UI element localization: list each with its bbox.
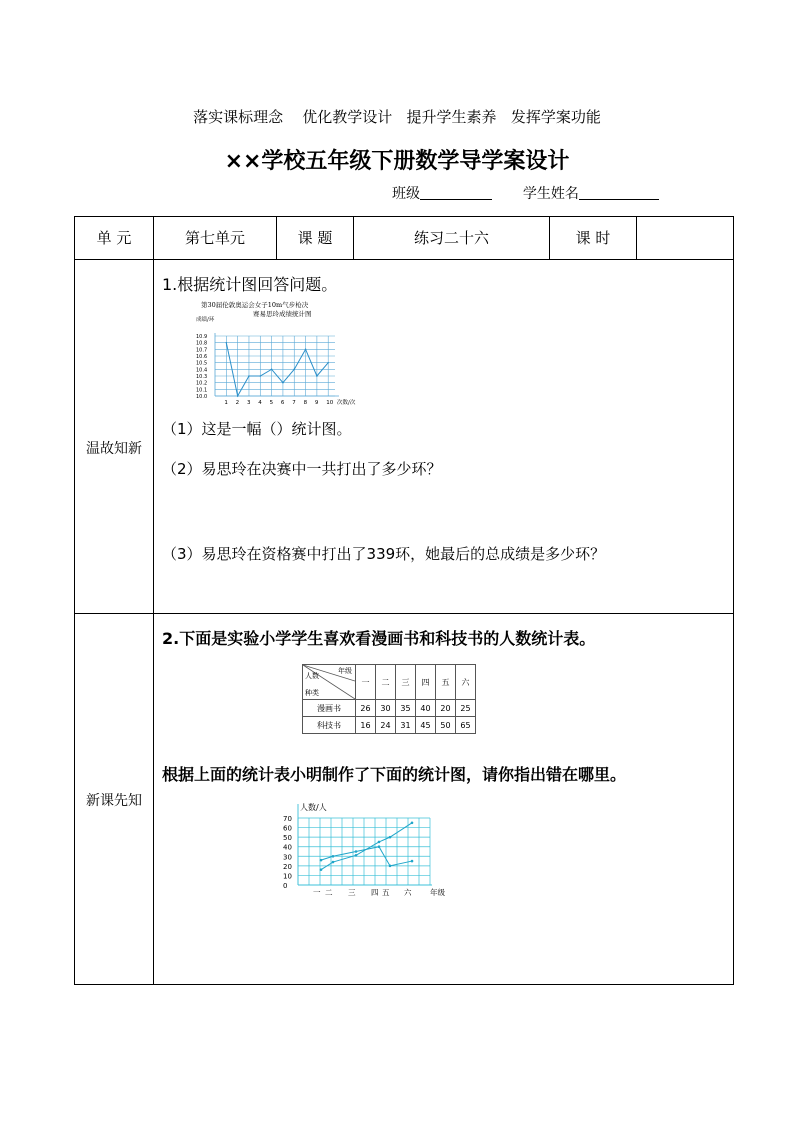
x-tick-label: 三 [348, 888, 356, 897]
x-tick-label: 5 [269, 400, 274, 406]
score-point [248, 375, 250, 377]
row-header: 科技书 [303, 717, 356, 734]
reading-line-chart [282, 800, 452, 900]
column-header: 一 [356, 665, 376, 700]
series-point [411, 860, 414, 863]
x-tick-label: 四 [371, 888, 379, 897]
score-point [259, 375, 261, 377]
score-point [305, 349, 307, 351]
chart-title: 第30届伦敦奥运会女子10m气步枪决 [201, 301, 309, 309]
series-line-2 [321, 823, 412, 870]
y-tick-label: 10.0 [196, 394, 208, 400]
question-1-part-3: （3）易思玲在资格赛中打出了339环，她最后的总成绩是多少环？ [162, 545, 606, 563]
period-label: 课 时 [575, 229, 611, 247]
score-point [271, 369, 273, 371]
column-header: 五 [436, 665, 456, 700]
y-tick-label: 50 [283, 834, 292, 843]
unit-label: 单 元 [96, 229, 132, 247]
table-cell: 35 [396, 700, 416, 717]
class-line [392, 183, 659, 203]
score-point [282, 382, 284, 384]
topic-label: 课 题 [297, 229, 333, 247]
y-tick-label: 0 [283, 882, 288, 890]
table-cell: 20 [436, 700, 456, 717]
table-cell: 31 [396, 717, 416, 734]
section2-label: 新课先知 [86, 793, 142, 809]
x-tick-label: 8 [303, 400, 308, 406]
x-tick-label: 7 [292, 400, 296, 406]
table-cell: 26 [356, 700, 376, 717]
x-axis-label: 次数/次 [337, 400, 356, 406]
series-point [320, 859, 323, 862]
y-tick-label: 30 [283, 853, 292, 862]
topic-value: 练习二十六 [413, 229, 489, 247]
table-cell: 65 [456, 717, 476, 734]
table-cell: 30 [376, 700, 396, 717]
y-tick-label: 20 [283, 862, 292, 871]
y-axis-label: 成绩/环 [196, 317, 215, 323]
corner-grade-label: 年级 [338, 667, 352, 675]
y-tick-label: 40 [283, 843, 292, 852]
question-1-part-2: （2）易思玲在决赛中一共打出了多少环？ [162, 460, 442, 478]
period-value [637, 217, 733, 259]
column-header: 六 [456, 665, 476, 700]
y-axis-label: 人数/人 [300, 803, 327, 812]
x-tick-label: 1 [224, 400, 228, 406]
table-cell: 16 [356, 717, 376, 734]
section1-label: 温故知新 [86, 441, 142, 457]
corner-count-label: 人数 [305, 672, 319, 680]
column-header: 四 [416, 665, 436, 700]
question-1-part-1: （1）这是一幅（）统计图。 [162, 420, 352, 438]
unit-value: 第七单元 [184, 229, 245, 247]
table-corner-cell [303, 665, 356, 700]
table-cell: 45 [416, 717, 436, 734]
table-cell: 24 [376, 717, 396, 734]
y-tick-label: 10.5 [196, 360, 208, 367]
table-cell: 25 [456, 700, 476, 717]
series-point [389, 836, 392, 839]
row-header: 漫画书 [303, 700, 356, 717]
chart-prompt: 根据上面的统计表小明制作了下面的统计图，请你指出错在哪里。 [162, 765, 627, 784]
y-tick-label: 10.3 [196, 374, 208, 380]
series-point [411, 821, 414, 824]
student-name-blank [579, 185, 659, 200]
x-tick-label: 五 [382, 888, 390, 897]
y-tick-label: 10.2 [196, 380, 208, 387]
score-line-chart [195, 298, 365, 408]
score-point [226, 342, 228, 344]
x-tick-label: 一 [313, 888, 321, 897]
motto: 落实课标理念 优化教学设计 提升学生素养 发挥学案功能 [193, 108, 601, 126]
y-tick-label: 10.7 [196, 347, 208, 354]
series-point [378, 841, 381, 844]
table-cell: 50 [436, 717, 456, 734]
question-2: 2.下面是实验小学学生喜欢看漫画书和科技书的人数统计表。 [162, 629, 596, 648]
question-1: 1.根据统计图回答问题。 [162, 275, 338, 294]
class-blank [420, 185, 492, 200]
table-row [303, 700, 476, 717]
series-point [378, 845, 381, 848]
score-point [316, 375, 318, 377]
page-title: ××学校五年级下册数学导学案设计 [224, 149, 570, 174]
score-point [327, 362, 329, 364]
series-point [355, 854, 358, 857]
chart-title-line2: 赛易思玲成绩统计图 [253, 310, 312, 318]
table-cell: 40 [416, 700, 436, 717]
x-tick-label: 4 [258, 400, 262, 406]
y-tick-label: 10.6 [196, 354, 208, 360]
column-header: 二 [376, 665, 396, 700]
corner-type-label: 种类 [305, 689, 319, 697]
y-tick-label: 10 [283, 872, 292, 881]
series-point [320, 868, 323, 871]
column-header: 三 [396, 665, 416, 700]
x-tick-label: 3 [246, 400, 251, 406]
series-point [332, 861, 335, 864]
x-tick-label: 六 [404, 888, 412, 897]
x-axis-label: 年级 [430, 888, 445, 897]
score-point [237, 395, 239, 397]
reading-stats-table [302, 664, 476, 734]
y-tick-label: 10.8 [196, 340, 208, 347]
student-name-label: 学生姓名 [522, 186, 579, 202]
series-point [355, 850, 358, 853]
x-tick-label: 2 [235, 400, 240, 406]
x-tick-label: 10 [326, 400, 334, 406]
x-tick-label: 9 [314, 400, 319, 406]
score-point [293, 369, 295, 371]
x-tick-label: 6 [280, 400, 285, 406]
y-tick-label: 70 [283, 815, 292, 823]
series-point [389, 865, 392, 868]
y-tick-label: 10.4 [196, 367, 208, 374]
y-tick-label: 10.1 [196, 387, 208, 394]
table-row [303, 717, 476, 734]
y-tick-label: 10.9 [196, 334, 208, 340]
y-tick-label: 60 [283, 824, 292, 833]
class-label: 班级 [392, 186, 420, 202]
series-point [332, 855, 335, 858]
x-tick-label: 二 [325, 888, 333, 897]
